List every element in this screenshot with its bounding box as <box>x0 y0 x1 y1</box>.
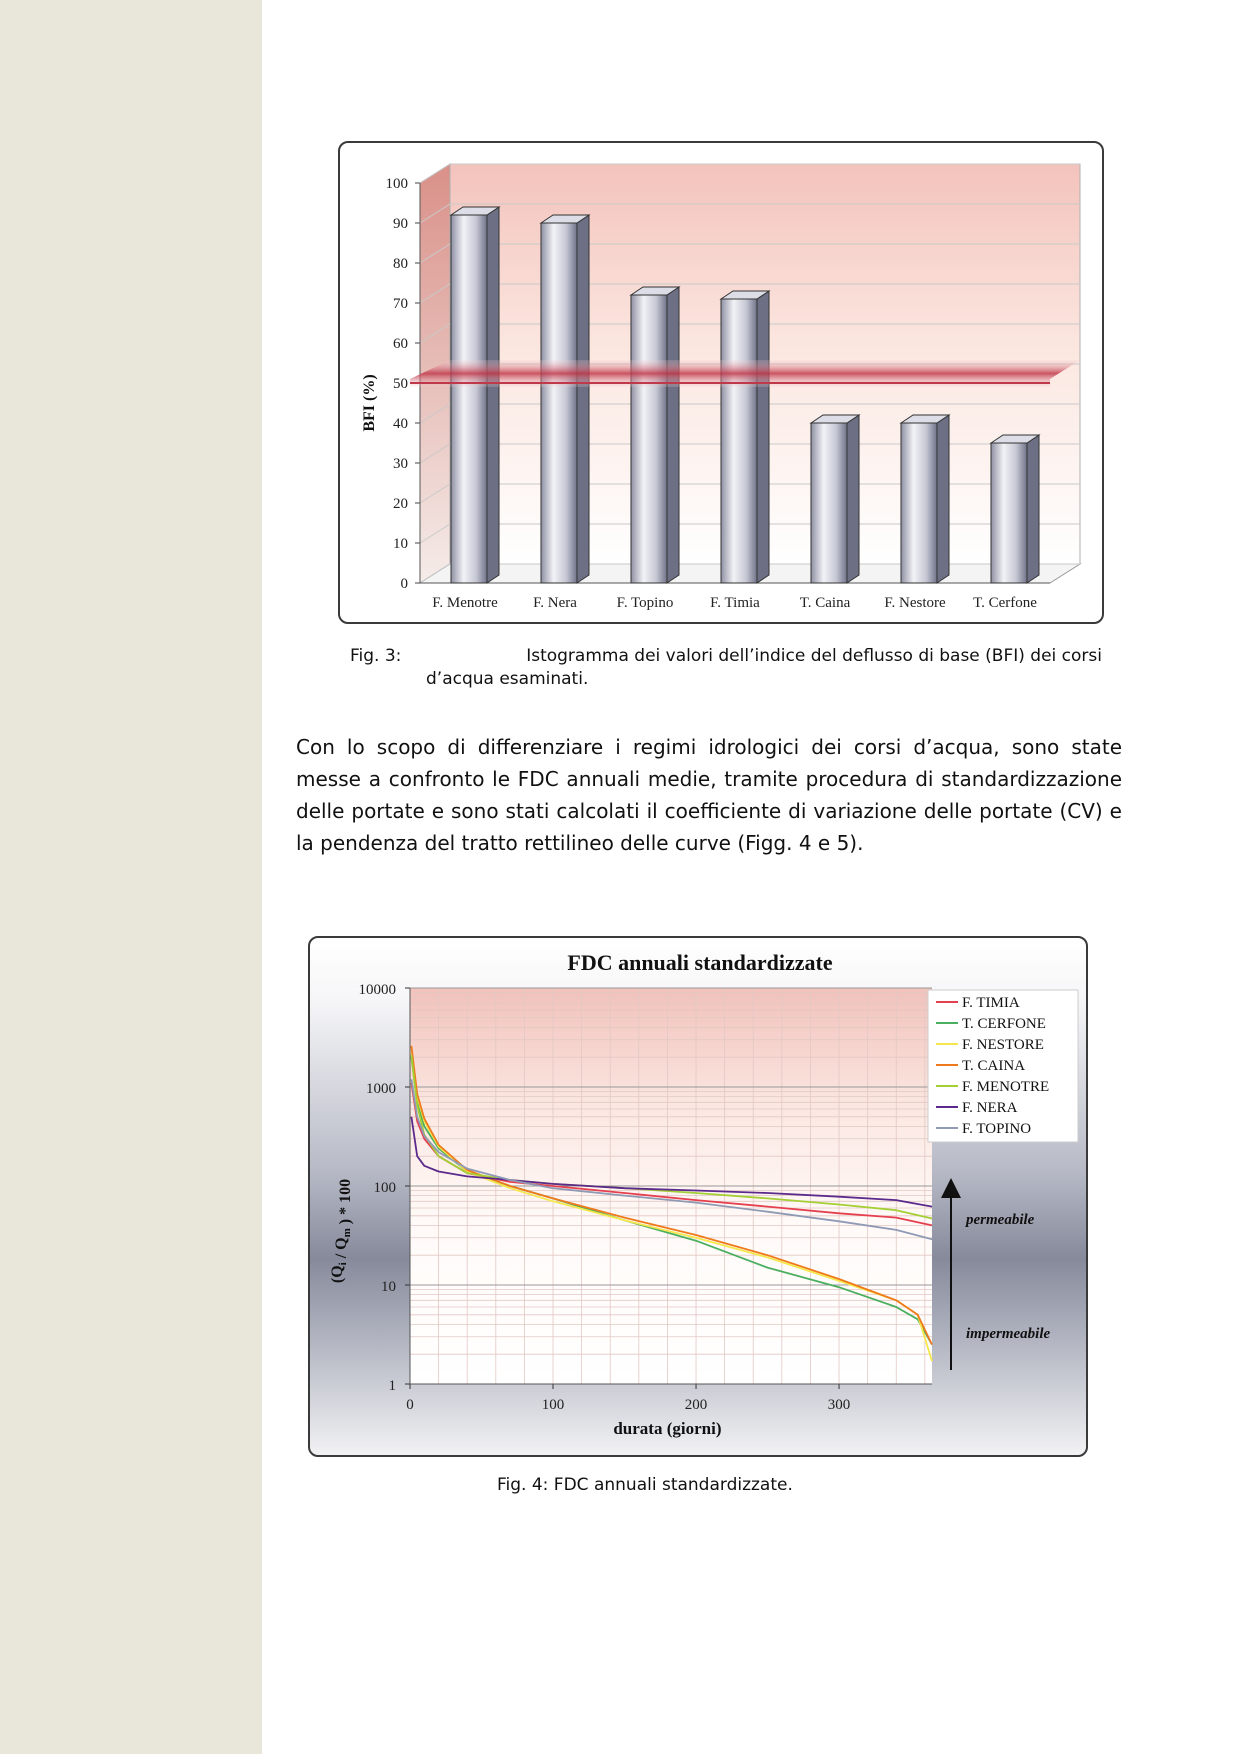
bar-side <box>487 207 499 583</box>
legend-label: F. TOPINO <box>962 1121 1032 1137</box>
bfi-bar-chart-svg <box>340 143 1102 622</box>
impermeabile-label: impermeabile <box>966 1326 1051 1342</box>
bar-side <box>757 291 769 583</box>
legend-label: F. NERA <box>962 1100 1018 1116</box>
legend-label: F. TIMIA <box>962 995 1020 1011</box>
permeabile-label: permeabile <box>966 1212 1035 1228</box>
bar <box>811 423 847 583</box>
y-tick-label: 0 <box>400 576 408 592</box>
legend-label: F. NESTORE <box>962 1037 1044 1053</box>
bar-side <box>847 415 859 583</box>
y-tick-label: 10 <box>393 536 408 552</box>
x-tick-label: 300 <box>827 1397 851 1413</box>
bar <box>541 223 577 583</box>
y-axis-label <box>329 1179 354 1283</box>
figure-3-caption-line2: d’acqua esaminati. <box>426 669 589 689</box>
figure-3-caption-line1: Istogramma dei valori dell’indice del deflusso di base (BFI) dei corsi <box>526 646 1102 666</box>
x-category-label: T. Caina <box>799 595 851 611</box>
bar <box>631 295 667 583</box>
bfi-bar-chart <box>338 141 1104 624</box>
x-tick-label: 200 <box>684 1397 708 1413</box>
bar-side <box>577 215 589 583</box>
page-margin-band <box>0 0 262 1754</box>
x-category-label: F. Topino <box>616 595 674 611</box>
x-category-label: F. Nera <box>533 595 577 611</box>
y-axis-label-part: ) * 100 <box>337 1178 354 1229</box>
y-axis-label: BFI (%) <box>361 374 378 432</box>
y-axis-label-part: (Q <box>329 1265 346 1284</box>
figure-4-caption: Fig. 4: FDC annuali standardizzate. <box>497 1475 793 1495</box>
legend-label: F. MENOTRE <box>962 1079 1050 1095</box>
y-axis-label-subscript: m <box>341 1228 353 1238</box>
bar <box>721 299 757 583</box>
x-category-label: F. Menotre <box>432 595 498 611</box>
y-tick-label: 10 <box>381 1279 396 1295</box>
bar-side <box>937 415 949 583</box>
x-tick-label: 0 <box>406 1397 414 1413</box>
body-paragraph: Con lo scopo di differenziare i regimi idrologici dei corsi d’acqua, sono state messe a confronto le FDC annuali medie, tramite procedura di standardizzazione delle portate e sono stati calcolati il coefficiente di variazione delle portate (CV) e la pendenza del tratto rettilineo delle curve (Figg. 4 e 5). <box>296 735 1122 855</box>
x-axis-label: durata (giorni) <box>613 1419 722 1438</box>
bar <box>901 423 937 583</box>
y-tick-label: 90 <box>393 216 408 232</box>
y-axis-label-subscript: i <box>337 1262 349 1266</box>
y-tick-label: 20 <box>393 496 408 512</box>
bar <box>451 215 487 583</box>
y-tick-label: 70 <box>393 296 408 312</box>
y-tick-label: 50 <box>393 376 408 392</box>
y-axis-label-part: / Q <box>333 1237 350 1263</box>
y-tick-label: 60 <box>393 336 408 352</box>
x-category-label: F. Nestore <box>884 595 946 611</box>
bar-side <box>667 287 679 583</box>
legend-label: T. CERFONE <box>962 1016 1046 1032</box>
legend-label: T. CAINA <box>962 1058 1026 1074</box>
x-category-label: F. Timia <box>710 595 760 611</box>
y-tick-label: 100 <box>385 176 408 192</box>
bar <box>991 443 1027 583</box>
y-tick-label: 80 <box>393 256 408 272</box>
x-tick-label: 100 <box>541 1397 565 1413</box>
y-tick-label: 30 <box>393 456 408 472</box>
bar-side <box>1027 435 1039 583</box>
y-tick-label: 40 <box>393 416 408 432</box>
x-category-label: T. Cerfone <box>973 595 1037 611</box>
fdc-line-chart <box>308 936 1088 1457</box>
chart-title: FDC annuali standardizzate <box>567 950 833 975</box>
y-tick-label: 100 <box>373 1180 396 1196</box>
figure-3-caption <box>350 645 1102 691</box>
figure-3-caption-label: Fig. 3: <box>350 646 402 666</box>
y-tick-label: 1000 <box>366 1081 396 1097</box>
y-tick-label: 10000 <box>358 982 396 998</box>
fdc-line-chart-svg <box>310 938 1086 1455</box>
y-tick-label: 1 <box>388 1378 396 1394</box>
